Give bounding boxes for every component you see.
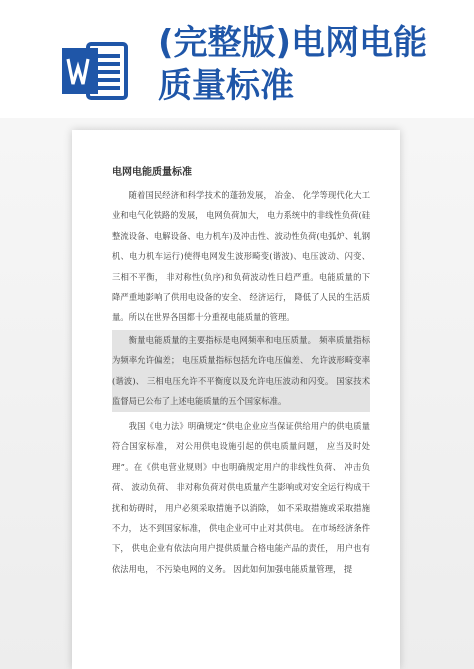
page-title: (完整版)电网电能质量标准: [158, 23, 428, 106]
document-heading: 电网电能质量标准: [112, 167, 192, 178]
word-document-icon: [62, 40, 130, 102]
banner: [0, 0, 474, 118]
paragraph-1: 随着国民经济和科学技术的蓬勃发展， 冶金、 化学等现代化大工业和电气化铁路的发展， 电网负荷加大， 电力系统中的非线性负荷(硅整流设备、电解设备、电力机车)及冲击性、波动性负荷(电弧炉、轧钢机、电力机车运行)使得电网发生波形畸变(谐波)、电压波动、闪变、三相不平衡， 非对称性(负序)和负荷波动性日趋严重。电能质量的下降严重地影响了供用电设备的安全、 经济运行， 降低了人民的生活质量。所以在世界各国都十分重视电能质量的管理。: [112, 190, 370, 323]
paragraph-3: 我国《电力法》明确规定“供电企业应当保证供给用户的供电质量符合国家标准， 对公用供电设施引起的供电质量问题， 应当及时处理”。在《供电营业规则》中也明确规定用户的非线性负荷、 冲击负荷、 波动负荷、 非对称负荷对供电质量产生影响或对安全运行构成干扰和妨碍时， 用户必须采取措施予以消除， 如不采取措施或采取措施不力， 达不到国家标准， 供电企业可中止对其供电。 在市场经济条件下， 供电企业有依法向用户提供质量合格电能产品的责任， 用户也有依法用电， 不污染电网的义务。 因此如何加强电能质量管理， 提: [112, 421, 370, 574]
paragraph-2: 衡量电能质量的主要指标是电网频率和电压质量。 频率质量指标为频率允许偏差； 电压质量指标包括允许电压偏差、 允许波形畸变率(谐波)、 三相电压允许不平衡度以及允许电压波动和闪变。 国家技术监督局已公布了上述电能质量的五个国家标准。: [112, 330, 370, 412]
